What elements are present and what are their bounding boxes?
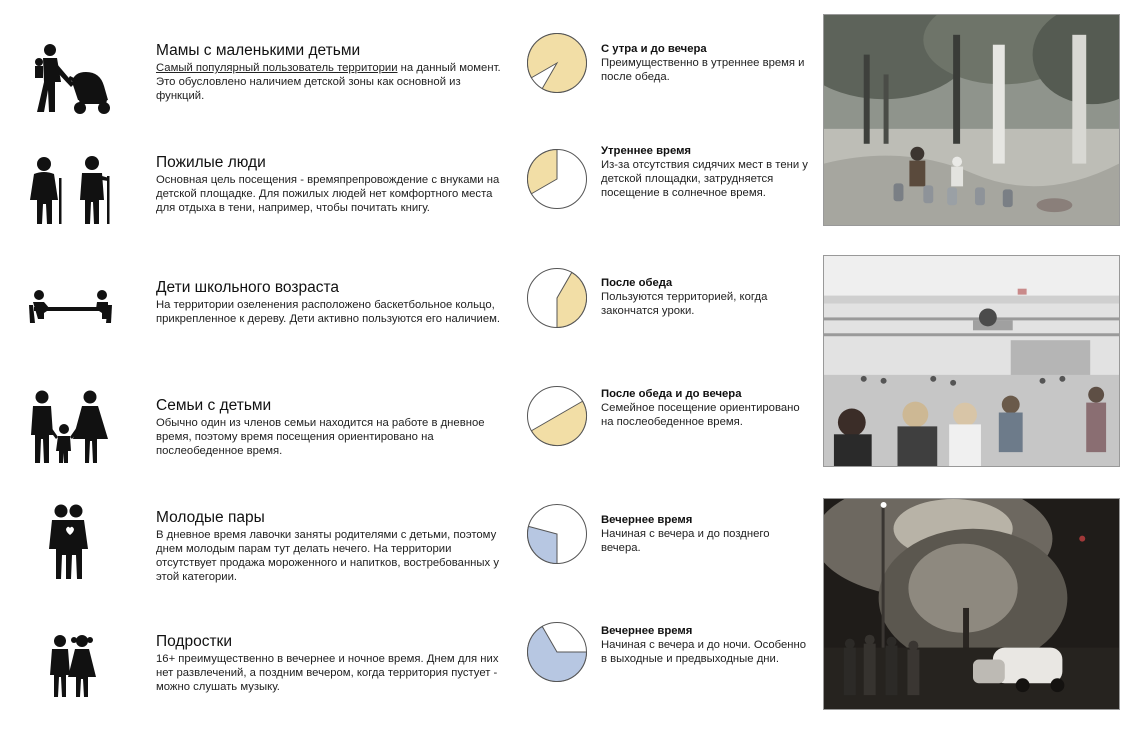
time-description: Начиная с вечера и до ночи. Особенно в выходные и предвыходные дни. <box>601 639 807 665</box>
time-description: Начиная с вечера и до позднего вечера. <box>601 528 770 554</box>
user-description: Обычно один из членов семьи находится на работе в дневное время, поэтому время посещения ориентировано на послеобеденное время. <box>156 417 485 457</box>
user-description <box>156 61 501 103</box>
user-row <box>0 509 820 627</box>
school-yard-photo <box>823 255 1120 467</box>
time-title: После обеда и до вечера <box>601 388 742 400</box>
visit-time <box>601 276 811 318</box>
mother-with-stroller-icon <box>24 42 124 132</box>
family-icon <box>24 387 124 477</box>
time-title: Вечернее время <box>601 514 693 526</box>
description-text: на данный момент. Это обусловлено наличием детской зоны как основной из функций. <box>156 62 501 102</box>
time-title: Вечернее время <box>601 625 693 637</box>
user-description: На территории озеленения расположено баскетбольное кольцо, прикрепленное к дереву. Дети активно пользуются его наличием. <box>156 299 501 325</box>
user-row <box>0 145 820 272</box>
user-row <box>0 279 820 397</box>
visit-time-pie <box>526 148 588 210</box>
night-street-photo <box>823 498 1120 710</box>
visit-time <box>601 624 811 666</box>
user-row <box>0 625 820 751</box>
young-couple-icon <box>24 503 124 593</box>
time-description: Пользуются территорией, когда закончатся уроки. <box>601 291 768 317</box>
time-description: Семейное посещение ориентировано на послеобеденное время. <box>601 402 800 428</box>
visit-time <box>601 387 811 429</box>
visit-time-pie <box>526 621 588 683</box>
user-title: Семьи с детьми <box>156 397 272 414</box>
elderly-couple-icon <box>24 154 124 244</box>
visit-time-pie <box>526 267 588 329</box>
time-title: Утреннее время <box>601 145 692 157</box>
user-row <box>0 42 820 160</box>
time-description: Преимущественно в утреннее время и после обеда. <box>601 57 805 83</box>
visit-time <box>601 144 811 200</box>
teenagers-icon <box>24 631 124 721</box>
time-title: С утра и до вечера <box>601 43 707 55</box>
user-title: Молодые пары <box>156 509 265 526</box>
user-description: Основная цель посещения - времяпрепровождение с внуками на детской площадке. Для пожилых людей нет комфортного места для отдыха в тени, например, чтобы почитать книгу. <box>156 174 500 214</box>
user-title: Мамы с маленькими детьми <box>156 42 361 59</box>
park-playground-photo <box>823 14 1120 226</box>
visit-time-pie <box>526 503 588 565</box>
children-at-table-icon <box>24 273 124 363</box>
time-description: Из-за отсутствия сидячих мест в тени у детской площадки, затрудняется посещение в солнечное время. <box>601 159 808 199</box>
user-title: Дети школьного возраста <box>156 279 340 296</box>
description-highlight: Самый популярный пользователь территории <box>156 62 398 74</box>
visit-time <box>601 42 811 84</box>
visit-time-pie <box>526 32 588 94</box>
visit-time-pie <box>526 385 588 447</box>
time-title: После обеда <box>601 277 673 289</box>
user-title: Пожилые люди <box>156 154 266 171</box>
user-description: В дневное время лавочки заняты родителями с детьми, поэтому днем молодым парам тут делать нечего. На территории отсутствует продажа мороженного и напитков, востребованных у этой категории. <box>156 529 499 583</box>
user-row <box>0 388 820 515</box>
user-title: Подростки <box>156 633 232 650</box>
user-description: 16+ преимущественно в вечернее и ночное время. Днем для них нет развлечений, а поздним вечером, когда территория пустует - можно слушать музыку. <box>156 653 499 693</box>
visit-time <box>601 513 811 555</box>
